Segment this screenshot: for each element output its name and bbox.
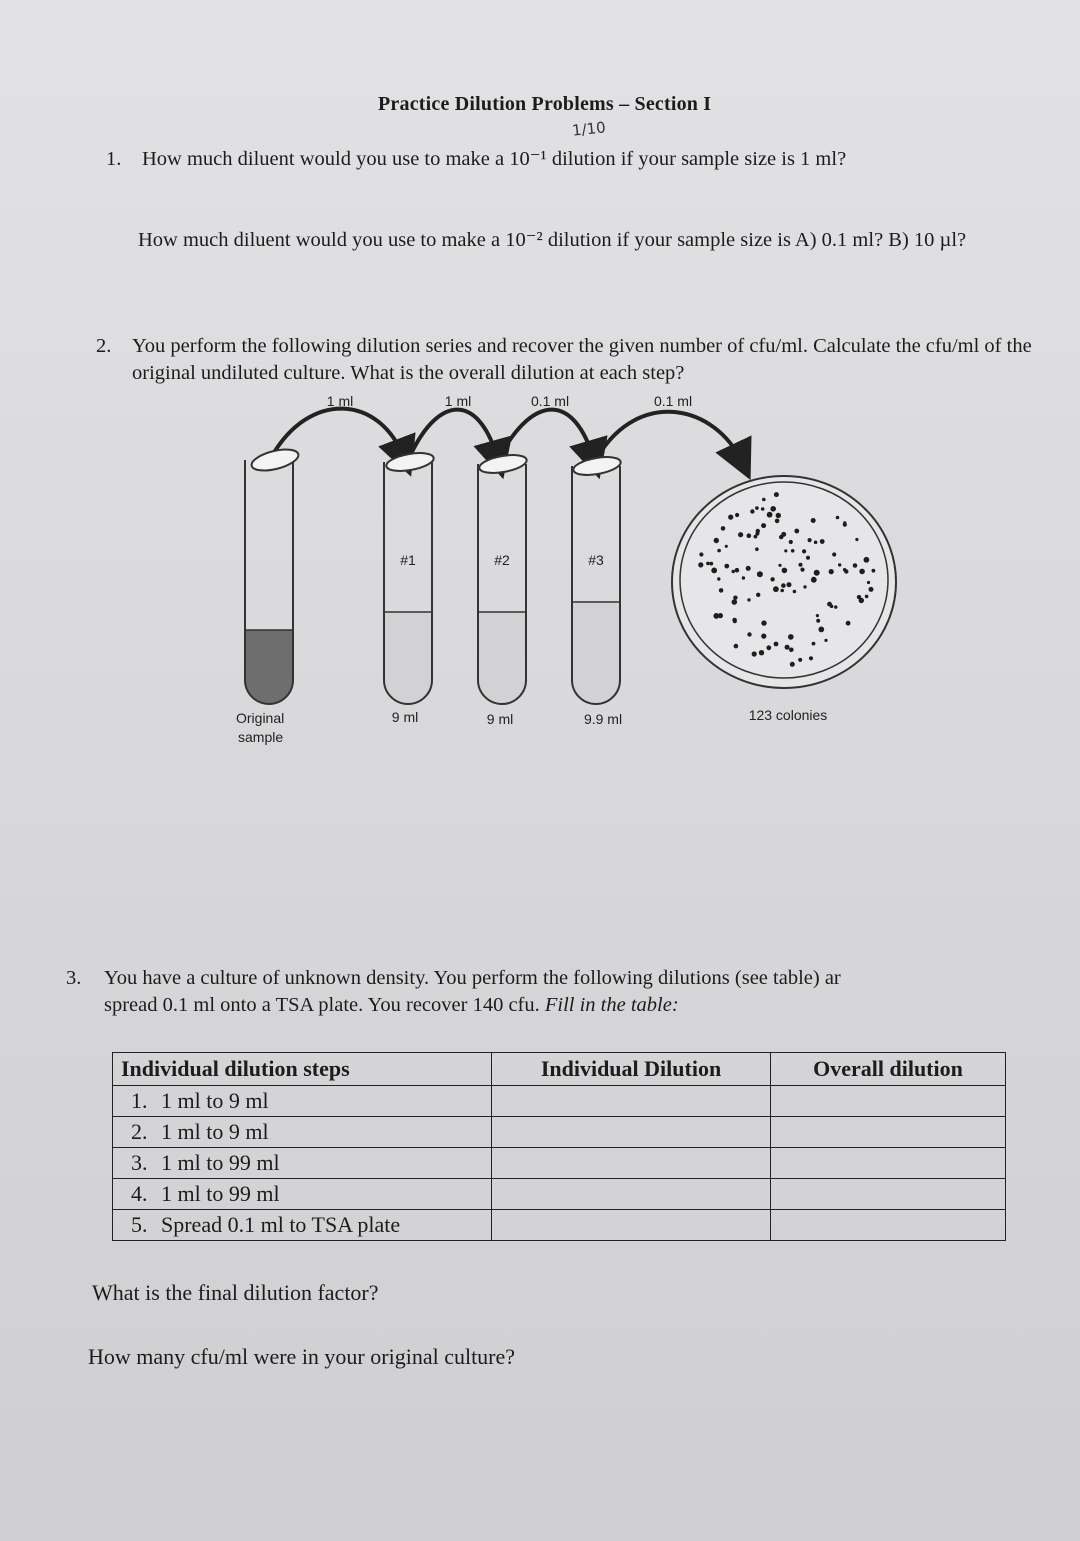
colony-dot	[864, 557, 870, 563]
colony-dot	[859, 598, 864, 603]
tube-1	[384, 450, 435, 704]
question-5: How many cfu/ml were in your original culture?	[88, 1344, 516, 1369]
colony-dot	[747, 632, 751, 636]
tube-volume-label: 9 ml	[486, 711, 514, 727]
colony-dot	[750, 509, 754, 513]
colony-dot	[767, 512, 773, 518]
colony-dot	[761, 507, 765, 511]
colony-dot	[846, 621, 851, 626]
step-text: 1 ml to 99 ml	[161, 1150, 280, 1175]
colony-dot	[865, 595, 869, 599]
colony-dot	[755, 547, 759, 551]
colony-dot	[734, 644, 739, 649]
colony-dot	[717, 577, 720, 580]
colony-dot	[773, 586, 779, 592]
colony-dot	[735, 513, 739, 517]
colony-dot	[698, 562, 703, 567]
colony-dot	[872, 569, 876, 573]
question-text: How much diluent would you use to make a 10⁻¹ dilution if your sample size is 1 ml?	[142, 148, 847, 170]
step-cell	[113, 1086, 492, 1117]
colony-dot	[762, 498, 766, 502]
colony-dot	[774, 642, 779, 647]
table-header-row	[113, 1053, 1006, 1086]
table-row	[113, 1148, 1006, 1179]
tube-label: #2	[494, 552, 510, 568]
step-text: 1 ml to 9 ml	[161, 1119, 269, 1144]
step-cell	[113, 1148, 492, 1179]
colony-dot	[853, 563, 858, 568]
colony-dot	[787, 582, 792, 587]
colony-dot	[836, 516, 840, 520]
colony-dot	[814, 541, 818, 545]
colony-dot	[793, 590, 797, 594]
colony-dot	[735, 568, 740, 573]
question-text: You perform the following dilution series and recover the given number of cfu/ml. Calculate the cfu/ml of the original undiluted culture. What is the overall dilution at each step?	[132, 335, 1032, 384]
colony-dot	[812, 577, 815, 580]
colony-dot	[761, 523, 766, 528]
question-text-line-2	[104, 992, 1080, 1019]
transfer-label: 0.1 ml	[653, 393, 693, 409]
colony-dot	[728, 515, 733, 520]
colony-dot	[816, 619, 820, 623]
colony-dot	[714, 538, 719, 543]
step-number: 1.	[131, 1088, 148, 1113]
colony-dot	[719, 588, 724, 593]
colony-dot	[747, 598, 750, 601]
colony-dot	[754, 535, 758, 539]
colony-dot	[808, 538, 812, 542]
table-header: Individual Dilution	[492, 1053, 771, 1086]
page-title: Practice Dilution Problems – Section I	[378, 93, 712, 115]
question-text: spread 0.1 ml onto a TSA plate. You recover 140 cfu.	[104, 994, 545, 1016]
question-number: 2.	[96, 335, 112, 357]
colony-dot	[721, 526, 726, 531]
colony-dot	[838, 563, 841, 566]
overall-dilution-cell[interactable]	[771, 1117, 1006, 1148]
colony-dot	[820, 539, 825, 544]
question-text: How much diluent would you use to make a 10⁻² dilution if your sample size is A) 0.1 ml? B) 10 µl?	[138, 229, 967, 251]
transfer-arrow	[500, 410, 594, 460]
step-number: 3.	[131, 1150, 148, 1175]
colony-dot	[711, 568, 717, 574]
colony-dot	[780, 589, 784, 593]
tube-label: #1	[400, 552, 416, 568]
colony-dot	[717, 549, 721, 553]
overall-dilution-cell[interactable]	[771, 1179, 1006, 1210]
question-1b	[138, 227, 1073, 254]
colony-dot	[789, 648, 794, 653]
question-1	[106, 146, 1006, 173]
colony-dot	[809, 656, 813, 660]
tube-original	[245, 445, 300, 704]
colony-dot	[855, 538, 858, 541]
colony-dot	[725, 545, 728, 548]
colony-dot	[827, 602, 832, 607]
step-cell	[113, 1179, 492, 1210]
step-number: 4.	[131, 1181, 148, 1206]
colony-dot	[747, 533, 752, 538]
colony-dot	[761, 620, 766, 625]
overall-dilution-cell[interactable]	[771, 1148, 1006, 1179]
colony-dot	[761, 634, 766, 639]
question-3	[66, 965, 1080, 1019]
tube-3	[572, 454, 622, 704]
table-row	[113, 1086, 1006, 1117]
colony-dot	[814, 570, 820, 576]
colony-dot	[843, 523, 847, 527]
step-text: 1 ml to 9 ml	[161, 1088, 269, 1113]
colony-dot	[811, 518, 816, 523]
colony-dot	[756, 593, 760, 597]
colony-dot	[752, 651, 757, 656]
colony-dot	[759, 650, 764, 655]
colony-dot	[770, 506, 776, 512]
colony-dot	[766, 645, 771, 650]
tube-volume-label: sample	[238, 729, 284, 745]
colony-dot	[867, 581, 870, 584]
colony-dot	[790, 662, 795, 667]
colony-dot	[784, 549, 787, 552]
colony-dot	[732, 618, 737, 623]
colony-dot	[713, 613, 719, 619]
tube-label: #3	[588, 552, 604, 568]
colony-dot	[791, 549, 795, 553]
colony-dot	[755, 506, 759, 510]
step-number: 5.	[131, 1212, 148, 1237]
colony-dot	[789, 540, 793, 544]
table-row	[113, 1179, 1006, 1210]
colony-dot	[843, 568, 846, 571]
table-header: Individual dilution steps	[113, 1053, 492, 1086]
transfer-label: 0.1 ml	[530, 393, 570, 409]
colony-dot	[782, 568, 788, 574]
question-text: You have a culture of unknown density. You perform the following dilutions (see table) ar	[104, 967, 841, 989]
colony-dot	[738, 532, 743, 537]
colony-dot	[869, 587, 874, 592]
table-row	[113, 1210, 1006, 1241]
table-row	[113, 1117, 1006, 1148]
petri-plate	[672, 476, 896, 688]
colony-dot	[724, 564, 729, 569]
colony-dot	[781, 583, 786, 588]
colony-dot	[859, 569, 865, 575]
transfer-label: 1 ml	[326, 393, 354, 409]
colony-dot	[779, 535, 783, 539]
colony-dot	[800, 568, 804, 572]
colony-dot	[794, 529, 799, 534]
individual-dilution-cell[interactable]	[492, 1210, 771, 1241]
colony-dot	[803, 585, 806, 588]
colony-dot	[818, 627, 824, 633]
colony-dot	[829, 569, 834, 574]
individual-dilution-cell[interactable]	[492, 1117, 771, 1148]
transfer-label: 1 ml	[444, 393, 472, 409]
colony-dot	[832, 552, 836, 556]
question-instruction: Fill in the table:	[544, 994, 679, 1016]
colony-dot	[799, 563, 803, 567]
step-text: Spread 0.1 ml to TSA plate	[161, 1212, 401, 1237]
dilution-table	[112, 1052, 1006, 1241]
individual-dilution-cell[interactable]	[492, 1179, 771, 1210]
tube-2	[478, 452, 528, 704]
colony-dot	[742, 576, 745, 579]
step-text: 1 ml to 99 ml	[161, 1181, 280, 1206]
colony-dot	[770, 577, 774, 581]
colony-dot	[798, 658, 802, 662]
colony-dot	[709, 562, 713, 566]
step-cell	[113, 1210, 492, 1241]
colony-dot	[778, 564, 781, 567]
colony-dot	[732, 570, 735, 573]
colony-dot	[746, 566, 751, 571]
overall-dilution-cell[interactable]	[771, 1210, 1006, 1241]
step-number: 2.	[131, 1119, 148, 1144]
colony-dot	[776, 513, 781, 518]
question-4: What is the final dilution factor?	[92, 1280, 379, 1305]
colony-dot	[812, 642, 816, 646]
colony-dot	[788, 634, 794, 640]
colony-dot	[802, 549, 806, 553]
colony-dot	[699, 552, 703, 556]
tube-volume-label: 9 ml	[391, 709, 419, 725]
tube-volume-label: Original	[236, 710, 285, 726]
colony-dot	[834, 605, 837, 608]
colony-dot	[732, 599, 738, 605]
question-2	[96, 333, 1076, 387]
question-number: 3.	[66, 967, 82, 989]
handwritten-note: 1/10	[571, 118, 607, 140]
colony-dot	[757, 571, 763, 577]
individual-dilution-cell[interactable]	[492, 1148, 771, 1179]
colony-dot	[774, 492, 779, 497]
colony-dot	[824, 639, 827, 642]
colony-dot	[775, 519, 780, 524]
colony-dot	[785, 645, 790, 650]
plate-label: 123 colonies	[748, 707, 828, 723]
table-header: Overall dilution	[771, 1053, 1006, 1086]
colony-dot	[706, 562, 710, 566]
individual-dilution-cell[interactable]	[492, 1086, 771, 1117]
question-number: 1.	[106, 148, 122, 170]
step-cell	[113, 1117, 492, 1148]
dilution-series-diagram	[0, 380, 1080, 760]
overall-dilution-cell[interactable]	[771, 1086, 1006, 1117]
colony-dot	[816, 614, 819, 617]
colony-dot	[806, 556, 810, 560]
transfer-arrow	[598, 412, 742, 462]
tube-volume-label: 9.9 ml	[583, 711, 623, 727]
